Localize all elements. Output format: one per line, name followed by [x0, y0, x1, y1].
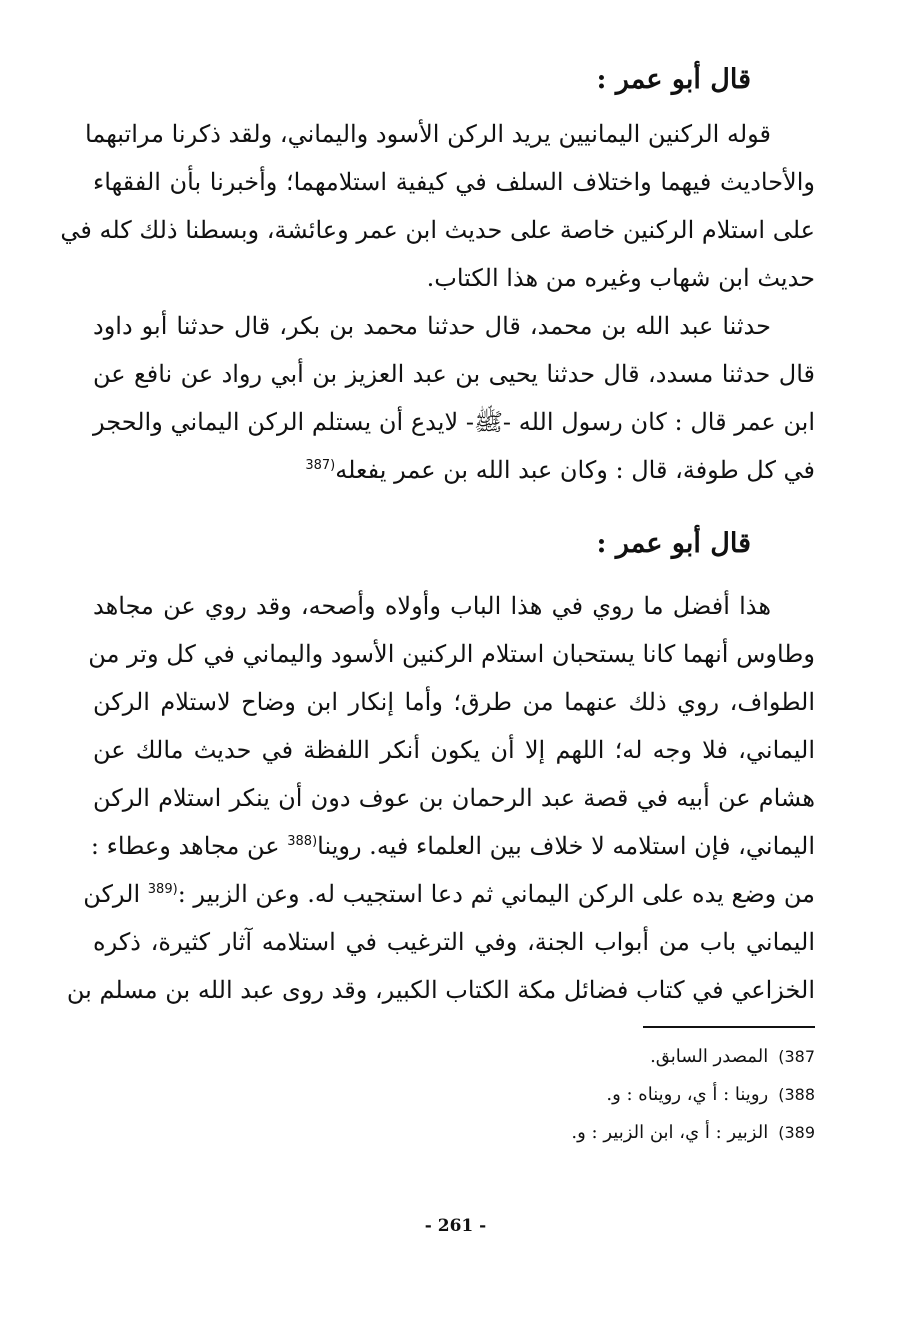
page-number: - 261 -: [424, 1216, 487, 1236]
paragraph: [66, 582, 815, 1014]
footnote-number: 388): [778, 1085, 815, 1104]
text-line: [90, 822, 815, 870]
text-segment: عن مجاهد وعطاء :: [90, 832, 288, 860]
text-line: الطواف، روي ذلك عنهما من طرق؛ وأما إنكار ابن وضاح لاستلام الركن: [93, 688, 815, 716]
footnote: [415, 1114, 815, 1152]
text-line: قال حدثنا مسدد، قال حدثنا يحيى بن عبد العزيز بن أبي رواد عن نافع عن: [93, 360, 815, 388]
footnote-divider: [643, 1026, 815, 1028]
text-line: [93, 446, 815, 494]
footnote-reference[interactable]: (389: [147, 882, 178, 897]
text-line: هذا أفضل ما روي في هذا الباب وأولاه وأصحه، وقد روي عن مجاهد: [93, 592, 771, 620]
text-line: قوله الركنين اليمانيين يريد الركن الأسود واليماني، ولقد ذكرنا مراتبهما: [85, 120, 771, 148]
footnote-number: 387): [778, 1047, 815, 1066]
section-heading: قال أبو عمر :: [596, 528, 751, 559]
text-line: على استلام الركنين خاصة على حديث ابن عمر وعائشة، وبسطنا ذلك كله في: [60, 216, 815, 244]
text-line: هشام عن أبيه في قصة عبد الرحمان بن عوف دون أن ينكر استلام الركن: [93, 784, 815, 812]
footnote-text: المصدر السابق.: [650, 1046, 769, 1067]
text-segment: من وضع يده على الركن اليماني ثم دعا استجيب له. وعن الزبير :: [177, 880, 815, 908]
paragraph: [93, 302, 815, 494]
text-line: الخزاعي في كتاب فضائل مكة الكتاب الكبير، وقد روى عبد الله بن مسلم بن: [66, 976, 815, 1004]
footnote-reference[interactable]: (388: [287, 834, 318, 849]
text-line: حديث ابن شهاب وغيره من هذا الكتاب.: [426, 264, 815, 292]
text-segment: الركن: [83, 880, 148, 908]
text-line: ابن عمر قال : كان رسول الله -ﷺ- لايدع أن يستلم الركن اليماني والحجر: [93, 408, 816, 436]
text-line: اليماني، فلا وجه له؛ اللهم إلا أن يكون أنكر اللفظة في حديث مالك عن: [93, 736, 815, 764]
footnote: [415, 1076, 815, 1114]
text-line: والأحاديث فيهما واختلاف السلف في كيفية استلامهما؛ وأخبرنا بأن الفقهاء: [93, 168, 815, 196]
section-heading: قال أبو عمر :: [596, 64, 751, 95]
text-segment: في كل طوفة، قال : وكان عبد الله بن عمر يفعله: [335, 456, 815, 484]
footnote-number: 389): [778, 1123, 815, 1142]
footnote-text: روينا : أ ي، روينا‌ه : و.: [606, 1084, 769, 1105]
footnote-reference[interactable]: (387: [305, 458, 336, 473]
footnote: [415, 1038, 815, 1076]
text-segment: اليماني، فإن استلامه لا خلاف بين العلماء فيه. روينا: [317, 832, 815, 860]
text-line: اليماني باب من أبواب الجنة، وفي الترغيب في استلامه آثار كثيرة، ذكره: [93, 928, 815, 956]
footnote-text: الزبير : أ ي، ابن الزبير : و.: [571, 1122, 769, 1143]
text-line: وطاوس أنهما كانا يستحبان استلام الركنين الأسود واليماني في كل وتر من: [88, 640, 815, 668]
text-line: [83, 870, 815, 918]
footnotes: [415, 1038, 815, 1152]
paragraph: [60, 110, 815, 302]
text-line: حدثنا عبد الله بن محمد، قال حدثنا محمد بن بكر، قال حدثنا أبو داود: [93, 312, 771, 340]
